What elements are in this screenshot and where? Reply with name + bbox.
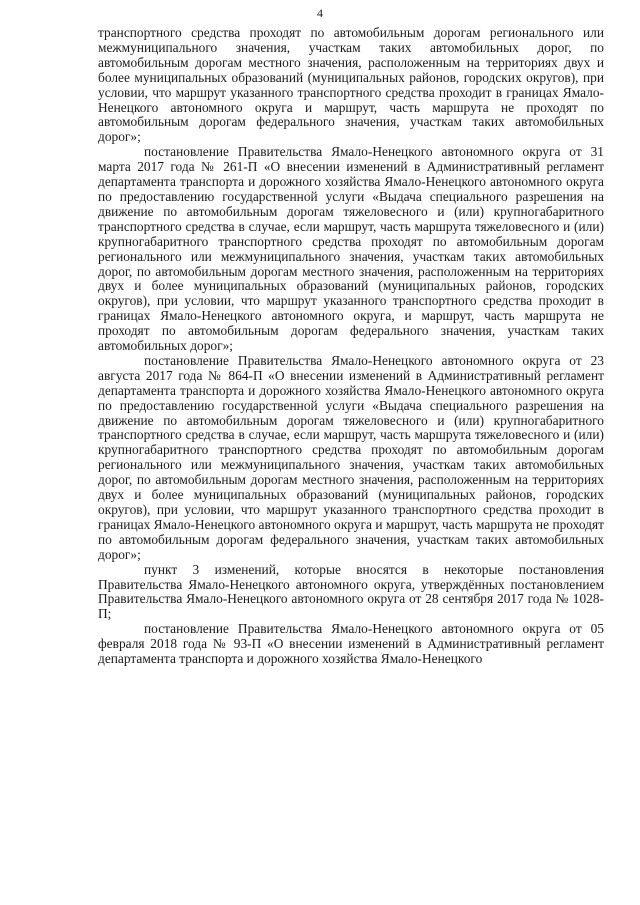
paragraph-resolution-93p: постановление Правительства Ямало-Ненецкого автономного округа от 05 февраля 2018 года № 93-П «О внесении изменений в Административный регламент департамента транспорта и дорожного хозяйства Ямало-Ненецкого <box>98 621 604 667</box>
paragraph-resolution-261p: постановление Правительства Ямало-Ненецкого автономного округа от 31 марта 2017 года № 261-П «О внесении изменений в Административный регламент департамента транспорта и дорожного хозяйства Ямало-Ненецкого автономного округа по предоставлению государственной услуги «Выдача специального разрешения на движение по автомобильным дорогам тяжеловесного и (или) крупногабаритного транспортного средства в случае, если маршрут, часть маршрута тяжеловесного и (или) крупногабаритного транспортного средства проходят по автомобильным дорогам регионального или межмуниципального значения, участкам таких автомобильных дорог, по автомобильным дорогам местного значения, расположенным на территориях двух и более муниципальных образований (муниципальных районов, городских округов), при условии, что маршрут указанного транспортного средства проходит в границах Ямало-Ненецкого автономного округа, и маршрут, часть маршрута не проходят по автомобильным дорогам федерального значения, участкам таких автомобильных дорог»; <box>98 144 604 354</box>
page-number: 4 <box>317 6 323 20</box>
paragraph-item-3: пункт 3 изменений, которые вносятся в некоторые постановления Правительства Ямало-Ненецкого автономного округа, утверждённых постановлением Правительства Ямало-Ненецкого автономного округа от 28 сентября 2017 года № 1028-П; <box>98 561 604 622</box>
paragraph-resolution-864p: постановление Правительства Ямало-Ненецкого автономного округа от 23 августа 2017 года № 864-П «О внесении изменений в Административный регламент департамента транспорта и дорожного хозяйства Ямало-Ненецкого автономного округа по предоставлению государственной услуги «Выдача специального разрешения на движение по автомобильным дорогам тяжеловесного и (или) крупногабаритного транспортного средства в случае, если маршрут, часть маршрута тяжеловесного и (или) крупногабаритного транспортного средства проходят по автомобильным дорогам регионального или межмуниципального значения, участкам таких автомобильных дорог, по автомобильным дорогам местного значения, расположенным на территориях двух и более муниципальных образований (муниципальных районов, городских округов), при условии, что маршрут указанного транспортного средства проходит в границах Ямало-Ненецкого автономного округа и маршрут, часть маршрута не проходят по автомобильным дорогам федерального значения, участкам таких автомобильных дорог»; <box>98 352 604 562</box>
document-body <box>98 26 604 667</box>
paragraph-continuation: транспортного средства проходят по автомобильным дорогам регионального или межмуниципального значения, участкам таких автомобильных дорог, по автомобильным дорогам местного значения, расположенным на территориях двух и более муниципальных образований (муниципальных районов, городских округов), при условии, что маршрут указанного транспортного средства проходит в границах Ямало-Ненецкого автономного округа и маршрут, часть маршрута не проходят по автомобильным дорогам федерального значения, участкам таких автомобильных дорог»; <box>98 25 604 145</box>
